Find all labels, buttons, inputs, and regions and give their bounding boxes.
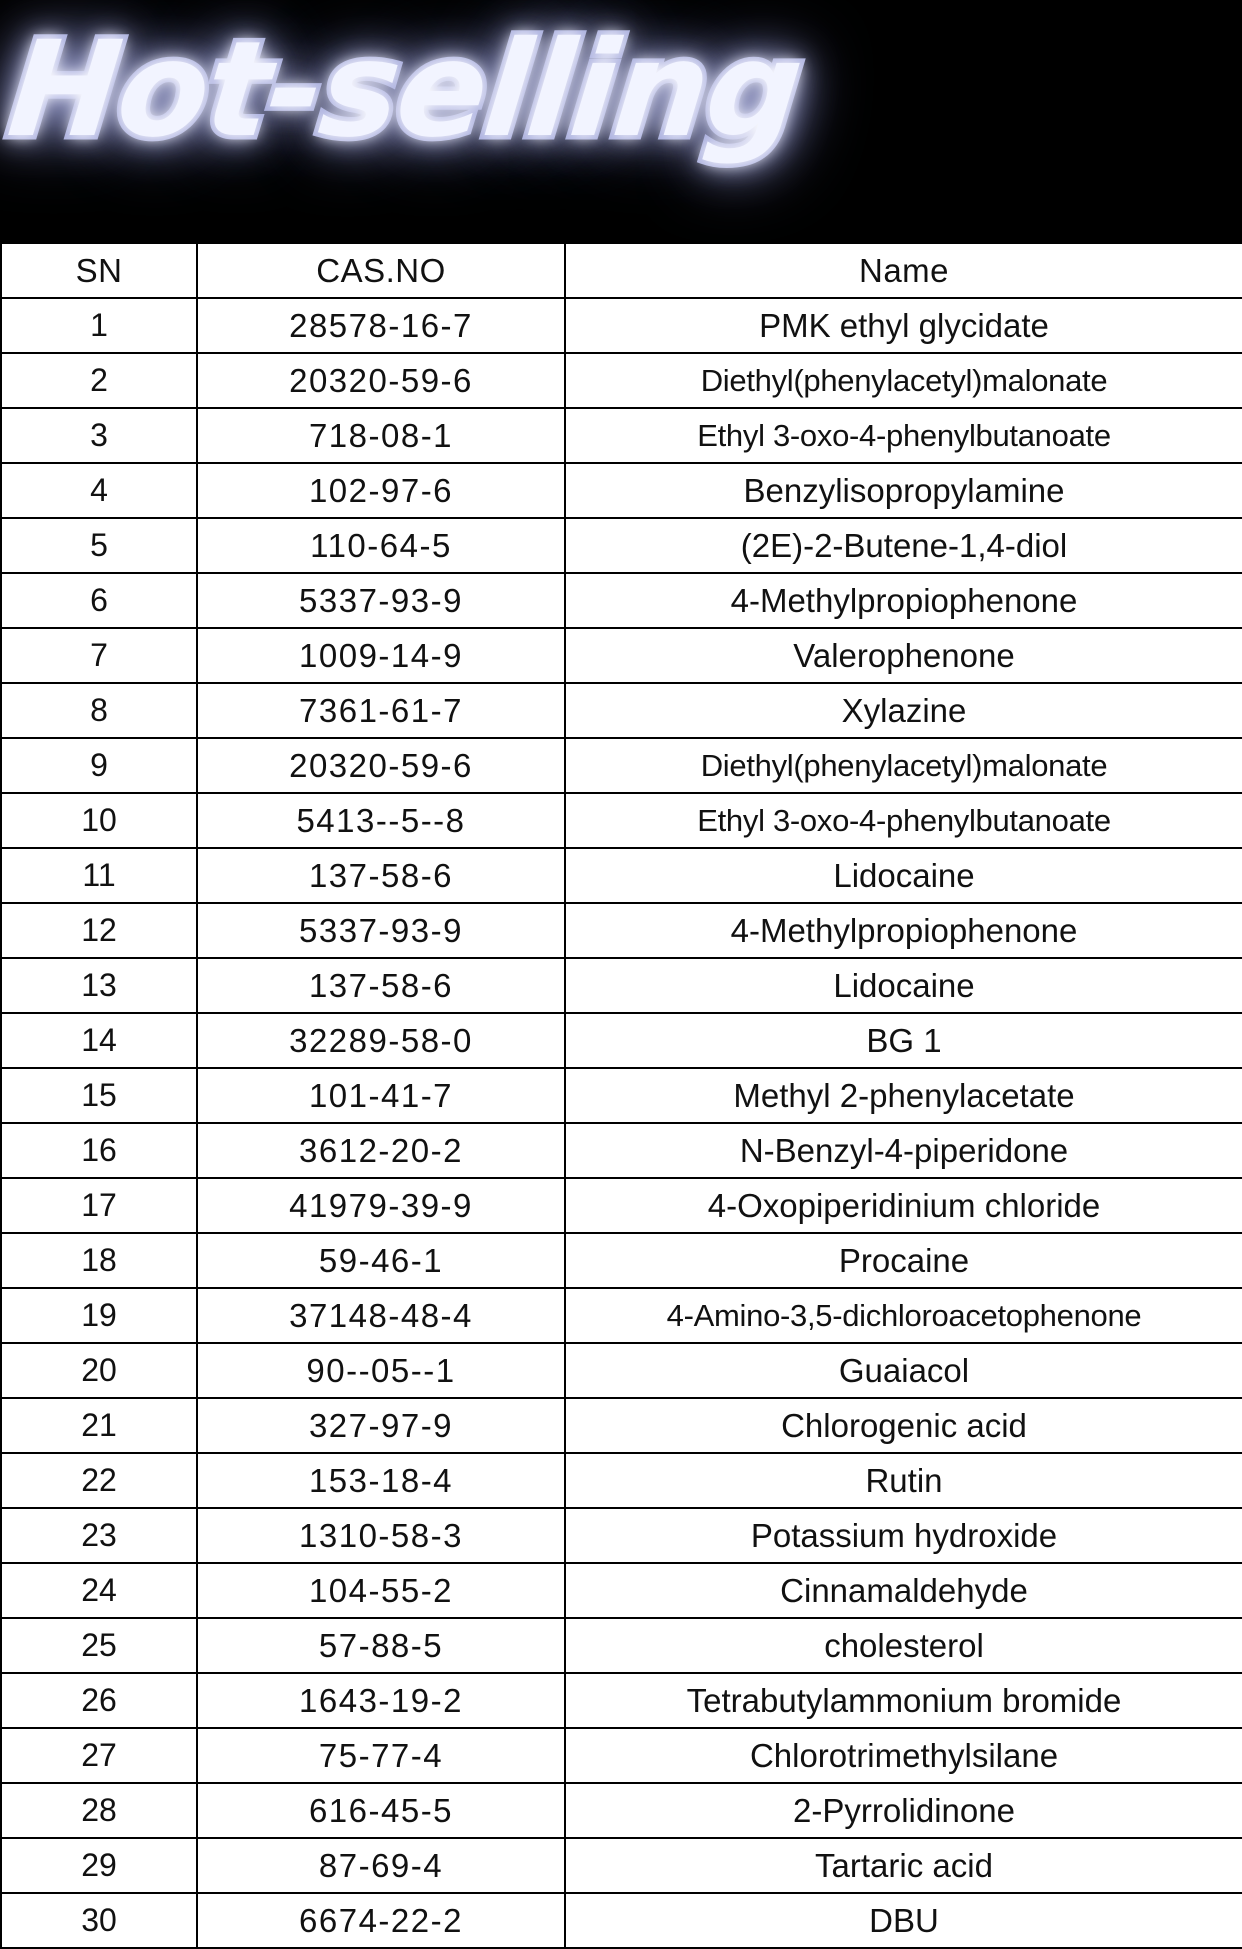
cell-sn: 23 — [1, 1508, 197, 1563]
table-row — [1, 1398, 1242, 1453]
cell-sn: 2 — [1, 353, 197, 408]
cell-sn: 8 — [1, 683, 197, 738]
chemical-table — [0, 242, 1242, 1949]
table-row — [1, 793, 1242, 848]
table-row — [1, 683, 1242, 738]
table-row — [1, 408, 1242, 463]
cell-sn: 16 — [1, 1123, 197, 1178]
cell-name: 4-Methylpropiophenone — [565, 903, 1242, 958]
cell-sn: 24 — [1, 1563, 197, 1618]
cell-name: DBU — [565, 1893, 1242, 1948]
cell-cas-no: 102-97-6 — [197, 463, 565, 518]
cell-name: BG 1 — [565, 1013, 1242, 1068]
cell-sn: 26 — [1, 1673, 197, 1728]
table-row — [1, 1288, 1242, 1343]
cell-cas-no: 104-55-2 — [197, 1563, 565, 1618]
cell-name: Lidocaine — [565, 848, 1242, 903]
cell-cas-no: 87-69-4 — [197, 1838, 565, 1893]
banner-title: Hot-selling — [1, 13, 808, 167]
cell-cas-no: 32289-58-0 — [197, 1013, 565, 1068]
cell-name: Ethyl 3-oxo-4-phenylbutanoate — [565, 408, 1242, 463]
cell-cas-no: 101-41-7 — [197, 1068, 565, 1123]
cell-cas-no: 28578-16-7 — [197, 298, 565, 353]
cell-name: Chlorotrimethylsilane — [565, 1728, 1242, 1783]
cell-cas-no: 6674-22-2 — [197, 1893, 565, 1948]
table-row — [1, 573, 1242, 628]
cell-name: (2E)-2-Butene-1,4-diol — [565, 518, 1242, 573]
cell-sn: 7 — [1, 628, 197, 683]
table-row — [1, 1233, 1242, 1288]
cell-cas-no: 137-58-6 — [197, 848, 565, 903]
cell-name: 4-Oxopiperidinium chloride — [565, 1178, 1242, 1233]
cell-cas-no: 75-77-4 — [197, 1728, 565, 1783]
cell-name: Xylazine — [565, 683, 1242, 738]
cell-sn: 29 — [1, 1838, 197, 1893]
cell-sn: 20 — [1, 1343, 197, 1398]
cell-name: Diethyl(phenylacetyl)malonate — [565, 353, 1242, 408]
cell-name: 4-Amino-3,5-dichloroacetophenone — [565, 1288, 1242, 1343]
cell-sn: 21 — [1, 1398, 197, 1453]
chemical-table-container — [0, 242, 1242, 1949]
cell-name: 4-Methylpropiophenone — [565, 573, 1242, 628]
cell-cas-no: 59-46-1 — [197, 1233, 565, 1288]
cell-cas-no: 37148-48-4 — [197, 1288, 565, 1343]
cell-name: cholesterol — [565, 1618, 1242, 1673]
table-row — [1, 1893, 1242, 1948]
cell-sn: 11 — [1, 848, 197, 903]
table-row — [1, 298, 1242, 353]
cell-cas-no: 5337-93-9 — [197, 903, 565, 958]
cell-name: Potassium hydroxide — [565, 1508, 1242, 1563]
cell-sn: 4 — [1, 463, 197, 518]
cell-sn: 28 — [1, 1783, 197, 1838]
cell-cas-no: 41979-39-9 — [197, 1178, 565, 1233]
cell-cas-no: 137-58-6 — [197, 958, 565, 1013]
cell-cas-no: 1643-19-2 — [197, 1673, 565, 1728]
cell-cas-no: 616-45-5 — [197, 1783, 565, 1838]
table-row — [1, 903, 1242, 958]
table-row — [1, 1673, 1242, 1728]
table-row — [1, 1068, 1242, 1123]
table-row — [1, 1508, 1242, 1563]
cell-name: PMK ethyl glycidate — [565, 298, 1242, 353]
cell-cas-no: 718-08-1 — [197, 408, 565, 463]
cell-sn: 1 — [1, 298, 197, 353]
cell-sn: 13 — [1, 958, 197, 1013]
cell-name: Benzylisopropylamine — [565, 463, 1242, 518]
cell-sn: 12 — [1, 903, 197, 958]
cell-name: N-Benzyl-4-piperidone — [565, 1123, 1242, 1178]
column-header-cas: CAS.NO — [197, 243, 565, 298]
cell-sn: 18 — [1, 1233, 197, 1288]
table-row — [1, 1453, 1242, 1508]
table-row — [1, 353, 1242, 408]
table-row — [1, 848, 1242, 903]
table-row — [1, 958, 1242, 1013]
cell-sn: 14 — [1, 1013, 197, 1068]
cell-sn: 19 — [1, 1288, 197, 1343]
cell-sn: 30 — [1, 1893, 197, 1948]
table-header-row — [1, 243, 1242, 298]
cell-sn: 17 — [1, 1178, 197, 1233]
table-row — [1, 1783, 1242, 1838]
table-row — [1, 1838, 1242, 1893]
column-header-name: Name — [565, 243, 1242, 298]
cell-cas-no: 5413--5--8 — [197, 793, 565, 848]
cell-name: Procaine — [565, 1233, 1242, 1288]
table-row — [1, 1178, 1242, 1233]
table-row — [1, 463, 1242, 518]
cell-cas-no: 327-97-9 — [197, 1398, 565, 1453]
cell-sn: 25 — [1, 1618, 197, 1673]
cell-cas-no: 1009-14-9 — [197, 628, 565, 683]
cell-sn: 22 — [1, 1453, 197, 1508]
cell-cas-no: 57-88-5 — [197, 1618, 565, 1673]
cell-sn: 27 — [1, 1728, 197, 1783]
cell-cas-no: 153-18-4 — [197, 1453, 565, 1508]
table-row — [1, 1123, 1242, 1178]
table-row — [1, 1563, 1242, 1618]
table-row — [1, 1618, 1242, 1673]
cell-name: Tartaric acid — [565, 1838, 1242, 1893]
table-row — [1, 1728, 1242, 1783]
cell-cas-no: 110-64-5 — [197, 518, 565, 573]
cell-name: Lidocaine — [565, 958, 1242, 1013]
cell-sn: 15 — [1, 1068, 197, 1123]
table-row — [1, 518, 1242, 573]
cell-cas-no: 3612-20-2 — [197, 1123, 565, 1178]
cell-name: Chlorogenic acid — [565, 1398, 1242, 1453]
table-body — [1, 298, 1242, 1948]
table-row — [1, 1343, 1242, 1398]
cell-name: Guaiacol — [565, 1343, 1242, 1398]
cell-name: Ethyl 3-oxo-4-phenylbutanoate — [565, 793, 1242, 848]
cell-sn: 3 — [1, 408, 197, 463]
cell-cas-no: 1310-58-3 — [197, 1508, 565, 1563]
cell-sn: 9 — [1, 738, 197, 793]
cell-name: Rutin — [565, 1453, 1242, 1508]
table-row — [1, 738, 1242, 793]
cell-name: Methyl 2-phenylacetate — [565, 1068, 1242, 1123]
cell-cas-no: 90--05--1 — [197, 1343, 565, 1398]
cell-sn: 5 — [1, 518, 197, 573]
cell-cas-no: 7361-61-7 — [197, 683, 565, 738]
hot-selling-banner — [0, 0, 1242, 242]
column-header-sn: SN — [1, 243, 197, 298]
table-row — [1, 628, 1242, 683]
cell-name: Diethyl(phenylacetyl)malonate — [565, 738, 1242, 793]
cell-name: Cinnamaldehyde — [565, 1563, 1242, 1618]
cell-sn: 6 — [1, 573, 197, 628]
cell-name: Tetrabutylammonium bromide — [565, 1673, 1242, 1728]
table-row — [1, 1013, 1242, 1068]
cell-name: 2-Pyrrolidinone — [565, 1783, 1242, 1838]
cell-sn: 10 — [1, 793, 197, 848]
cell-name: Valerophenone — [565, 628, 1242, 683]
cell-cas-no: 20320-59-6 — [197, 738, 565, 793]
cell-cas-no: 5337-93-9 — [197, 573, 565, 628]
cell-cas-no: 20320-59-6 — [197, 353, 565, 408]
